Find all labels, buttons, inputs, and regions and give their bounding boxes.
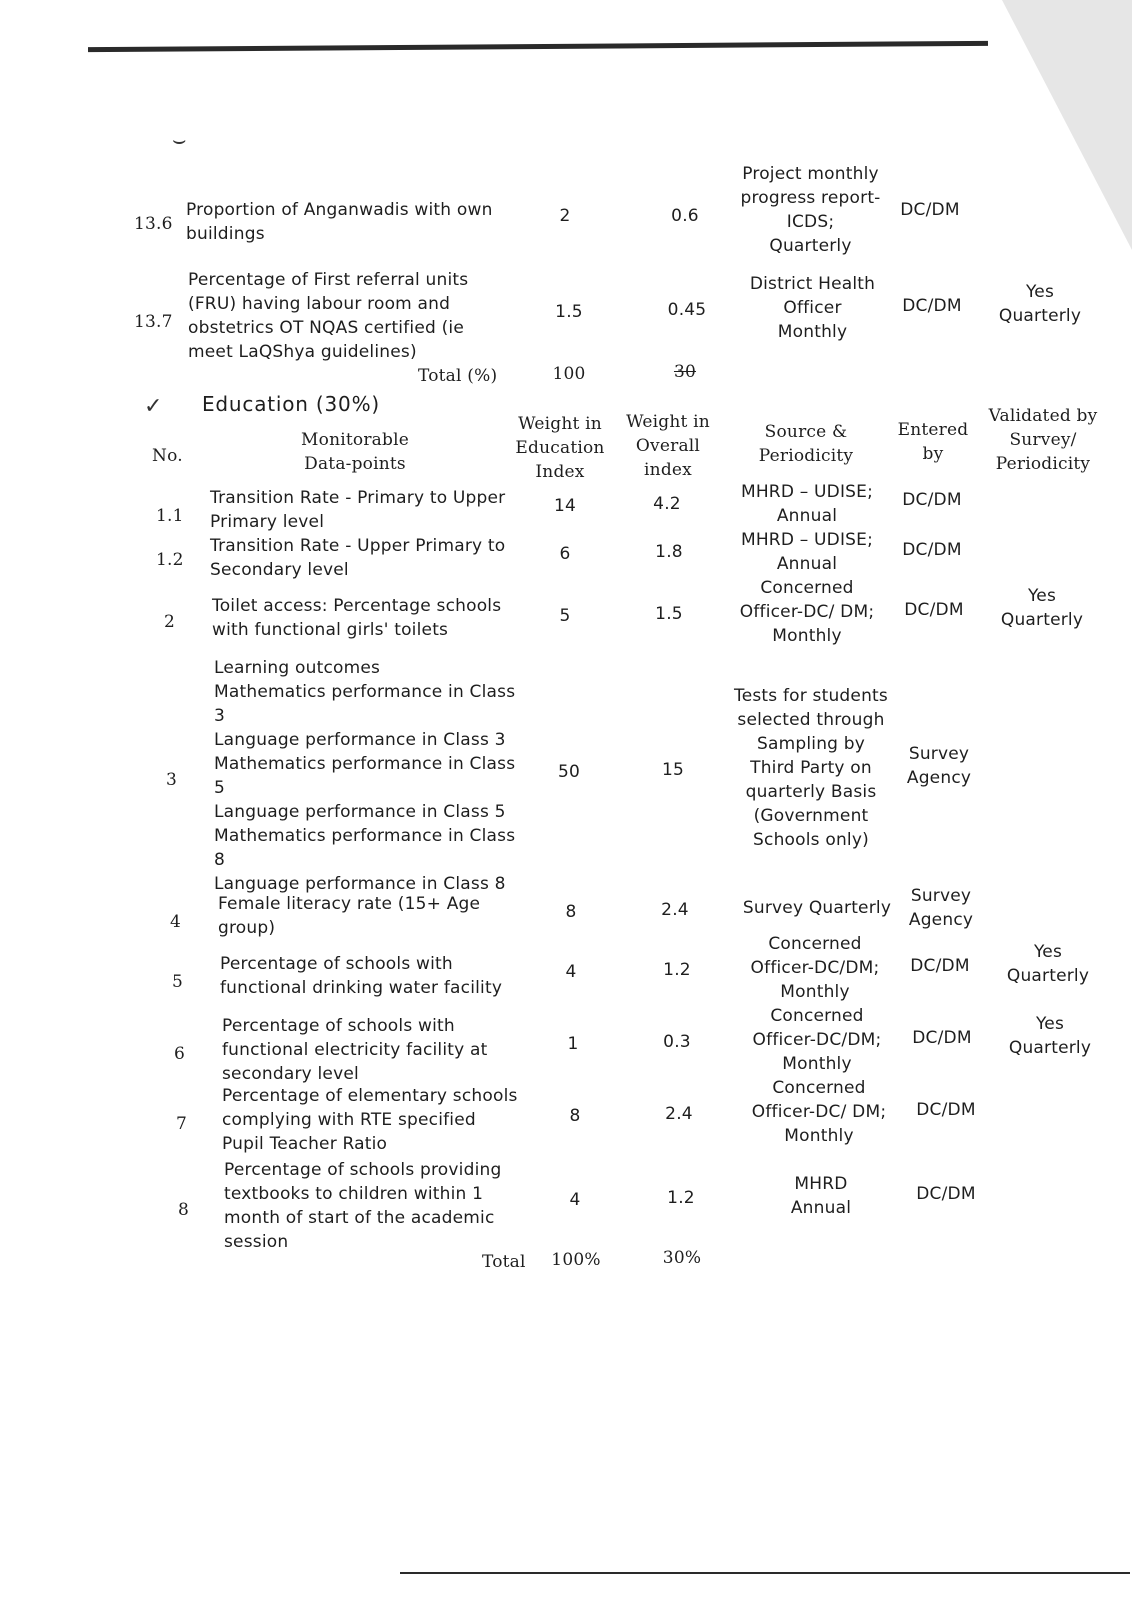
row-entered-by: DC/DM [902, 296, 962, 316]
header-weight-index: Weight in Education Index [515, 414, 605, 482]
row-weight-index: 4 [569, 1190, 581, 1210]
row-weight-overall: 1.2 [667, 1188, 695, 1208]
row-source: Concerned Officer-DC/ DM; Monthly [751, 1078, 887, 1146]
row-weight-index: 8 [565, 902, 577, 922]
row-source: Project monthly progress report- ICDS; Quarterly [740, 164, 881, 256]
row-source: MHRD – UDISE; Annual [740, 530, 874, 574]
row-entered-by: Survey Agency [906, 744, 972, 788]
row-source: District Health Officer Monthly [749, 274, 876, 342]
header-validated: Validated by Survey/ Periodicity [988, 406, 1098, 474]
row-weight-overall: 1.5 [655, 604, 683, 624]
row-entered-by: DC/DM [916, 1184, 976, 1204]
row-entered-by: DC/DM [910, 956, 970, 976]
row-weight-index: 50 [557, 762, 581, 782]
row-number: 1.1 [156, 506, 184, 526]
row-weight-overall: 4.2 [653, 494, 681, 514]
row-datapoint: Transition Rate - Primary to Upper Primary level [210, 488, 506, 532]
row-datapoint: Percentage of schools with functional drinking water facility [220, 954, 503, 998]
row-weight-index: 6 [559, 544, 571, 564]
row-source: Concerned Officer-DC/DM; Monthly [752, 1006, 882, 1074]
row-entered-by: Survey Agency [908, 886, 974, 930]
row-weight-index: 1.5 [555, 302, 583, 322]
total-weight-overall: 30% [662, 1248, 702, 1268]
row-weight-overall: 15 [661, 760, 685, 780]
row-source: Tests for students selected through Sampling by Third Party on quarterly Basis (Government Schools only) [734, 686, 888, 850]
scan-corner-fold [1002, 0, 1132, 250]
scan-border-top [88, 41, 988, 52]
row-datapoint: Transition Rate - Upper Primary to Secondary level [210, 536, 506, 580]
row-number: 2 [164, 612, 176, 632]
row-weight-overall: 1.8 [655, 542, 683, 562]
row-entered-by: DC/DM [902, 490, 962, 510]
row-source: Concerned Officer-DC/DM; Monthly [750, 934, 880, 1002]
row-entered-by: DC/DM [916, 1100, 976, 1120]
row-datapoint: Percentage of schools with functional electricity facility at secondary level [222, 1016, 488, 1084]
row-datapoint: Proportion of Anganwadis with own buildings [186, 200, 493, 244]
row-entered-by: DC/DM [912, 1028, 972, 1048]
header-no: No. [152, 446, 183, 466]
row-source: Survey Quarterly [742, 898, 892, 918]
header-entered-by: Entered by [897, 420, 969, 464]
row-validated: Yes Quarterly [1000, 586, 1084, 630]
row-number: 13.6 [134, 214, 173, 234]
total-weight-overall: 30 [673, 362, 697, 382]
row-number: 6 [174, 1044, 186, 1064]
row-datapoint: Percentage of First referral units (FRU) having labour room and obstetrics OT NQAS certified (ie meet LaQShya guidelines) [188, 270, 469, 362]
row-number: 1.2 [156, 550, 184, 570]
row-number: 13.7 [134, 312, 173, 332]
row-weight-index: 14 [553, 496, 577, 516]
section-title: Education (30%) [202, 392, 380, 416]
header-weight-overall: Weight in Overall index [626, 412, 710, 480]
row-number: 3 [166, 770, 178, 790]
scan-border-bottom [400, 1572, 1130, 1574]
total-weight-index: 100% [551, 1250, 601, 1270]
row-validated: Yes Quarterly [1008, 1014, 1092, 1058]
row-datapoint: Learning outcomes Mathematics performance in Class 3 Language performance in Class 3 Mathematics performance in Class 5 Language performance in Class 5 Mathematics performance in Class 8 Language performance in Class 8 [214, 658, 516, 894]
row-weight-overall: 0.45 [667, 300, 707, 320]
row-datapoint: Toilet access: Percentage schools with functional girls' toilets [212, 596, 502, 640]
row-number: 5 [172, 972, 184, 992]
row-source: Concerned Officer-DC/ DM; Monthly [739, 578, 875, 646]
row-number: 8 [178, 1200, 190, 1220]
header-datapoints: Monitorable Data-points [301, 430, 409, 474]
row-entered-by: DC/DM [902, 540, 962, 560]
row-datapoint: Female literacy rate (15+ Age group) [218, 894, 481, 938]
row-weight-overall: 2.4 [665, 1104, 693, 1124]
tick-mark-icon: ⌣ [172, 128, 187, 153]
row-number: 4 [170, 912, 182, 932]
row-datapoint: Percentage of elementary schools complying with RTE specified Pupil Teacher Ratio [222, 1086, 518, 1154]
header-source: Source & Periodicity [758, 422, 854, 466]
row-entered-by: DC/DM [900, 200, 960, 220]
row-weight-overall: 0.6 [671, 206, 699, 226]
row-weight-index: 2 [559, 206, 571, 226]
row-weight-overall: 0.3 [663, 1032, 691, 1052]
row-source: MHRD Annual [790, 1174, 852, 1218]
row-source: MHRD – UDISE; Annual [740, 482, 874, 526]
row-entered-by: DC/DM [904, 600, 964, 620]
row-number: 7 [176, 1114, 188, 1134]
row-weight-index: 5 [559, 606, 571, 626]
row-validated: Yes Quarterly [1006, 942, 1090, 986]
row-weight-index: 4 [565, 962, 577, 982]
row-validated: Yes Quarterly [998, 282, 1082, 326]
total-weight-index: 100 [552, 364, 586, 384]
total-label: Total (%) [418, 366, 498, 386]
checkmark-icon: ✓ [144, 394, 163, 419]
row-weight-overall: 1.2 [663, 960, 691, 980]
row-weight-index: 8 [569, 1106, 581, 1126]
row-weight-index: 1 [567, 1034, 579, 1054]
row-datapoint: Percentage of schools providing textbooks to children within 1 month of start of the academic session [224, 1160, 502, 1252]
total-label: Total [482, 1252, 526, 1272]
row-weight-overall: 2.4 [661, 900, 689, 920]
